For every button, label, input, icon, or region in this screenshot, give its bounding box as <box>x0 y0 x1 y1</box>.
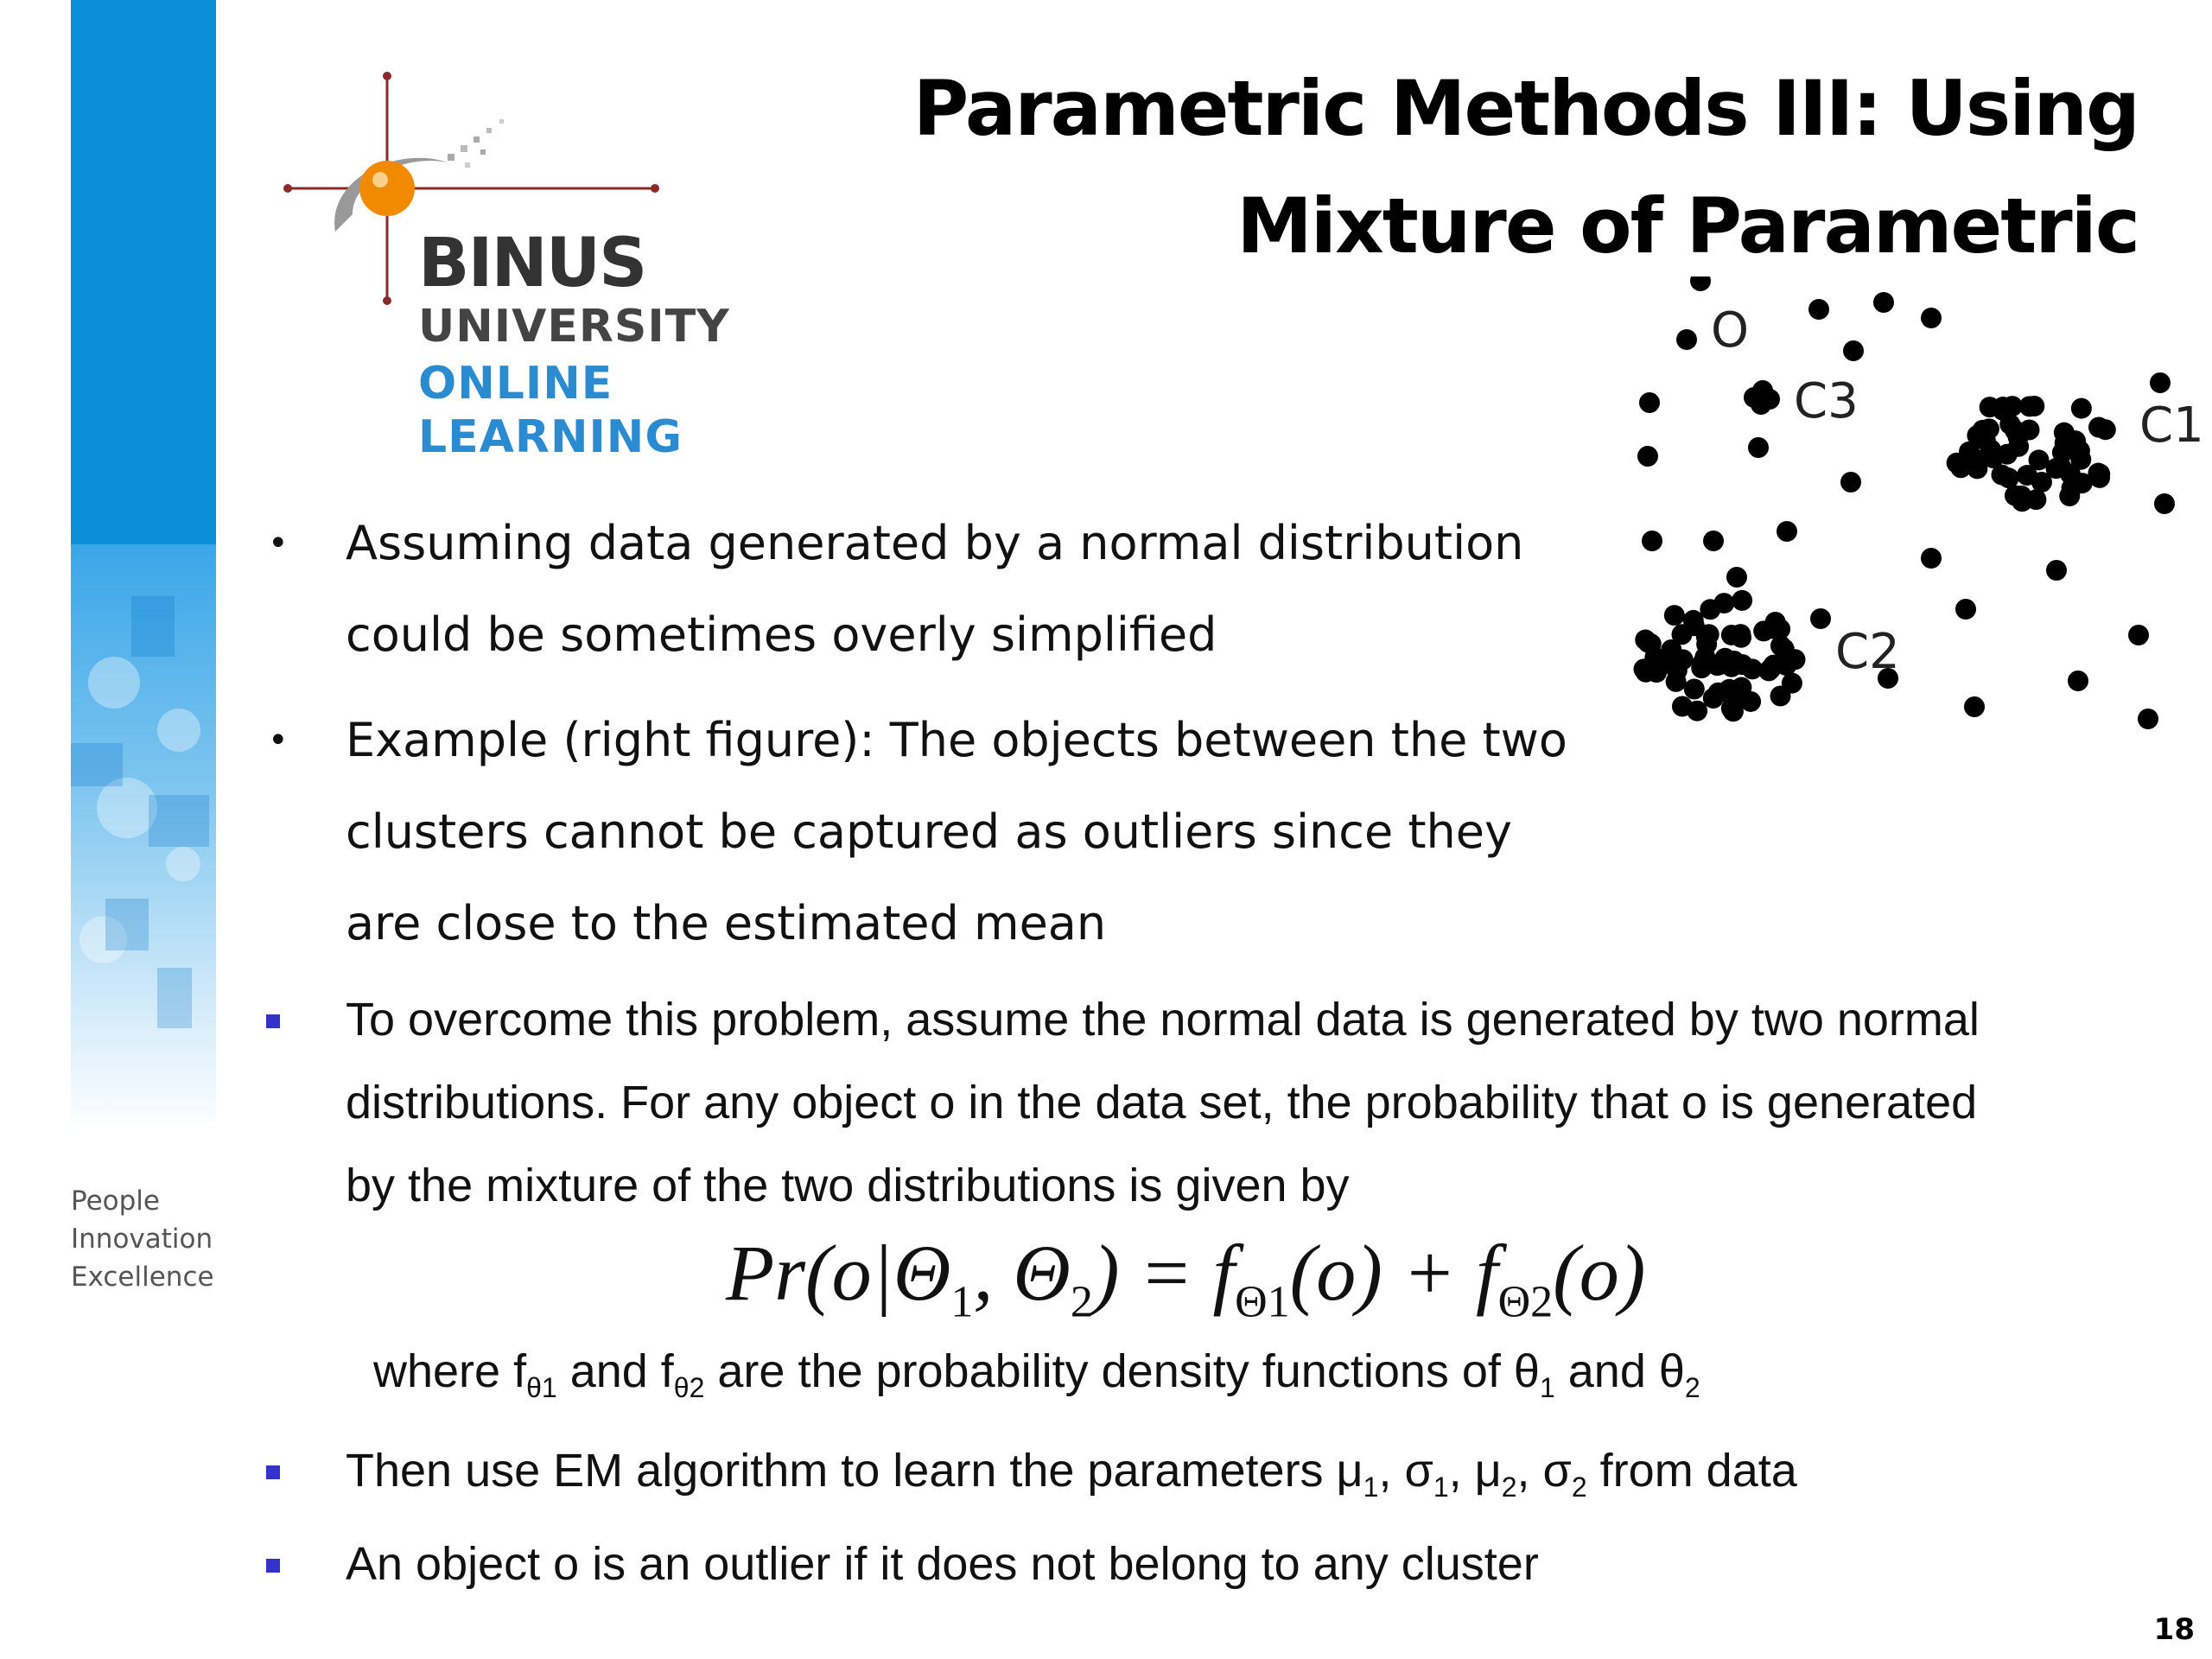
scatter-point <box>2154 493 2175 514</box>
scatter-point <box>1999 467 2019 488</box>
formula-sub: 2 <box>1070 1277 1093 1327</box>
tagline-line: Innovation <box>71 1224 213 1255</box>
bullet-3-line: To overcome this problem, assume the normal data is generated by two normal <box>346 994 1980 1046</box>
slide-title <box>842 50 2139 285</box>
bullet-1-line: Assuming data generated by a normal distribution <box>346 516 1524 570</box>
bullet-3 <box>346 978 2160 1227</box>
bullet-5-line: An object o is an outlier if it does not belong to any cluster <box>346 1538 1539 1590</box>
label-o: O <box>1711 302 1750 359</box>
bullet-2-line: clusters cannot be captured as outliers since they <box>346 804 1512 859</box>
scatter-point <box>1921 308 1942 328</box>
scatter-point <box>1713 593 1734 613</box>
scatter-point <box>1980 397 2000 417</box>
where-text: and θ <box>1554 1345 1685 1397</box>
page-number: 18 <box>2153 1612 2195 1647</box>
scatter-point <box>2068 671 2088 691</box>
scatter-point <box>1642 531 1662 551</box>
scatter-point <box>2088 416 2109 437</box>
scatter-point <box>1810 608 1831 629</box>
bullet-2-line: Example (right figure): The objects between the two <box>346 713 1567 767</box>
scatter-point <box>1726 567 1747 588</box>
bullet-4-sub: 2 <box>1501 1471 1517 1503</box>
scatter-point <box>2012 491 2032 512</box>
where-sub: θ2 <box>673 1371 705 1403</box>
scatter-point <box>1666 671 1687 692</box>
scatter-point <box>1840 472 1861 493</box>
mixture-formula <box>726 1227 1645 1327</box>
scatter-point <box>1633 658 1654 679</box>
bullet-4 <box>346 1429 2160 1529</box>
formula-lhs-mid: , Θ <box>973 1229 1071 1317</box>
scatter-point <box>1721 698 1742 719</box>
bullet-4-sub: 1 <box>1433 1471 1449 1503</box>
logo-text-binus: BINUS <box>418 225 646 302</box>
scatter-point <box>1843 340 1864 361</box>
scatter-point <box>2002 396 2023 416</box>
scatter-point <box>2031 472 2052 493</box>
cluster-figure <box>1624 276 2212 760</box>
scatter-point <box>1664 605 1685 626</box>
title-line-2: Mixture of Parametric <box>1236 181 2139 270</box>
bullet-1-line: could be sometimes overly simplified <box>346 607 1217 662</box>
formula-term: (o) + f <box>1289 1229 1498 1317</box>
where-text: and f <box>556 1345 674 1397</box>
scatter-point <box>2054 423 2075 443</box>
scatter-point <box>2128 625 2149 645</box>
scatter-point <box>1973 420 1993 441</box>
scatter-point <box>1690 276 1711 291</box>
bullet-5 <box>346 1522 2160 1605</box>
bullet-square-icon <box>266 1014 280 1028</box>
bullet-4-sub: 1 <box>1363 1471 1379 1503</box>
bullet-dot-icon: • <box>268 721 289 760</box>
scatter-point <box>1770 686 1791 707</box>
formula-eq: ) = f <box>1092 1229 1236 1317</box>
scatter-point <box>1777 521 1797 542</box>
tagline-line: People <box>71 1185 160 1217</box>
scatter-point <box>1699 624 1719 645</box>
scatter-point <box>2072 473 2093 493</box>
scatter-point <box>2138 709 2158 729</box>
scatter-point <box>1740 691 1761 712</box>
bullet-2 <box>268 695 1599 969</box>
scatter-point <box>1684 679 1705 700</box>
scatter-point <box>1671 624 1692 645</box>
formula-sub: Θ2 <box>1497 1277 1554 1327</box>
scatter-point <box>1687 701 1707 721</box>
logo-text-university: UNIVERSITY <box>418 301 730 353</box>
scatter-point <box>2150 372 2171 393</box>
where-sub: θ1 <box>526 1371 557 1403</box>
logo-text-online: ONLINE <box>418 358 613 410</box>
scatter-point <box>2008 436 2029 457</box>
bullet-4-sub: 2 <box>1571 1471 1587 1503</box>
scatter-point <box>1751 394 1771 415</box>
scatter-point <box>1742 658 1763 679</box>
bullet-4-text: , σ <box>1378 1445 1433 1497</box>
scatter-point <box>1968 450 1989 471</box>
formula-sub: Θ1 <box>1235 1277 1290 1327</box>
label-c1: C1 <box>2139 397 2204 454</box>
scatter-point <box>1964 696 1985 717</box>
where-text: are the probability density functions of θ <box>704 1345 1540 1397</box>
scatter-point <box>1637 446 1658 467</box>
scatter-point <box>1808 299 1829 320</box>
label-c2: C2 <box>1835 624 1900 680</box>
bullet-4-text: Then use EM algorithm to learn the parameters μ <box>346 1445 1363 1497</box>
binus-logo <box>283 67 730 482</box>
scatter-point <box>1730 624 1751 645</box>
bullet-square-icon <box>266 1465 280 1479</box>
scatter-point <box>1635 630 1656 651</box>
formula-lhs: Pr(o|Θ <box>726 1229 951 1317</box>
scatter-point <box>1703 531 1724 551</box>
bullet-4-text: , μ <box>1448 1445 1502 1497</box>
bullet-dot-icon: • <box>268 524 289 563</box>
bullet-2-line: are close to the estimated mean <box>346 896 1107 950</box>
bullet-4-text: from data <box>1586 1445 1797 1497</box>
scatter-point <box>1873 292 1894 313</box>
scatter-point <box>2089 467 2110 488</box>
bullet-3-line: distributions. For any object o in the data set, the probability that o is generated <box>346 1077 1978 1128</box>
scatter-point <box>1764 655 1784 676</box>
formula-term: (o) <box>1553 1229 1646 1317</box>
where-sub: 1 <box>1539 1371 1555 1403</box>
scatter-point <box>1673 649 1694 670</box>
title-line-1: Parametric Methods III: Using <box>912 64 2139 153</box>
bullet-square-icon <box>266 1559 280 1573</box>
bullet-3-line: by the mixture of the two distributions is given by <box>346 1160 1350 1211</box>
tagline-line: Excellence <box>71 1262 214 1293</box>
scatter-point <box>1748 437 1769 458</box>
tagline <box>71 1182 214 1296</box>
logo-text-learning: LEARNING <box>418 411 683 463</box>
side-decoration-bar <box>71 0 216 1132</box>
scatter-point <box>1947 453 1967 474</box>
scatter-point <box>1762 618 1783 639</box>
formula-sub: 1 <box>950 1277 974 1327</box>
scatter-point <box>2071 398 2092 419</box>
bullet-4-text: , σ <box>1516 1445 1572 1497</box>
formula-explanation <box>373 1344 1700 1404</box>
where-text: where f <box>373 1345 527 1397</box>
scatter-point <box>2046 560 2067 581</box>
where-sub: 2 <box>1684 1371 1700 1403</box>
scatter-point <box>2052 442 2073 463</box>
scatter-point <box>1639 392 1660 413</box>
label-c3: C3 <box>1794 373 1859 429</box>
scatter-point <box>1676 329 1697 350</box>
scatter-point <box>1955 599 1976 620</box>
scatter-point <box>1921 548 1942 569</box>
scatter-point <box>1707 655 1727 676</box>
bullet-1 <box>268 498 1599 681</box>
scatter-point <box>1732 590 1752 611</box>
